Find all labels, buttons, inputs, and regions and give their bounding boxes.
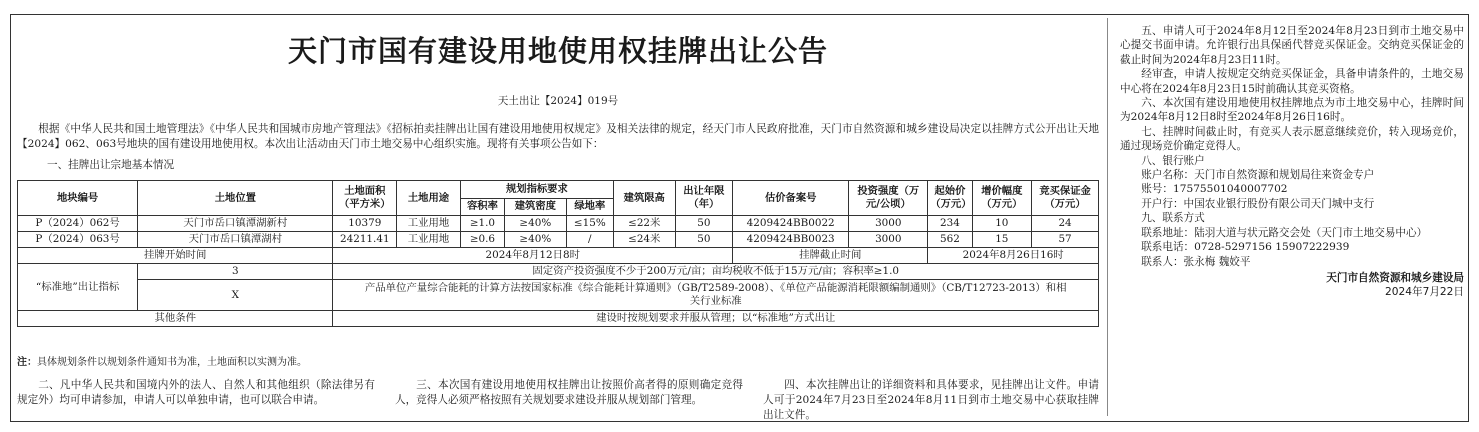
account-name: 账户名称：天门市自然资源和规划局往来资金专户 <box>1141 169 1375 182</box>
end-time-label: 挂牌截止时间 <box>733 248 928 264</box>
cell-increment: 15 <box>972 232 1032 248</box>
cell-use: 工业用地 <box>397 216 461 232</box>
section-5-paragraph: 五、申请人可于2024年8月12日至2024年8月23日到市土地交易中心提交书面申请。允许银行出具保函代替竞买保证金。交纳竞买保证金的截止时间为2024年8月23日11时。 <box>1120 25 1464 66</box>
header-area: 土地面积（平方米） <box>333 181 397 216</box>
account-number: 账号：17575501040007702 <box>1141 183 1288 196</box>
column-divider <box>1107 18 1108 416</box>
bank-name: 开户行：中国农业银行股份有限公司天门城中支行 <box>1141 197 1375 210</box>
cell-location: 天门市岳口镇潭湖新村 <box>138 216 333 232</box>
standard-land-label: “标准地”出让指标 <box>18 264 138 311</box>
issuer-name: 天门市自然资源和城乡建设局 <box>1326 271 1464 284</box>
contact-person: 联系人：张永梅 魏姣平 <box>1141 255 1251 268</box>
cell-green: / <box>566 232 613 248</box>
section-7-paragraph: 七、挂牌时间截止时，有竞买人表示愿意继续竞价，转入现场竞价，通过现场竞价确定竞得人。 <box>1120 125 1464 153</box>
header-deposit: 竞买保证金（万元） <box>1032 181 1099 216</box>
left-column <box>17 18 1099 421</box>
end-time-value: 2024年8月26日16时 <box>928 248 1099 264</box>
standard-land-text-1: 固定资产投资强度不少于200万元/亩；亩均税收不低于15万元/亩；容积率≥1.0 <box>333 264 1099 280</box>
start-time-label: 挂牌开始时间 <box>18 248 333 264</box>
header-parcel-no: 地块编号 <box>18 181 138 216</box>
standard-land-text-2: 产品单位产量综合能耗的计算方法按国家标准《综合能耗计算通则》（GB/T2589-2008）、《单位产品能源消耗限额编制通则》（CB/T12723-2013）和相关行业标准 <box>333 280 1099 311</box>
cell-location: 天门市岳口镇潭湖村 <box>138 232 333 248</box>
standard-land-row <box>18 280 1099 311</box>
header-density: 建筑密度 <box>505 198 567 216</box>
cell-use: 工业用地 <box>397 232 461 248</box>
standard-land-index-2: X <box>138 280 333 311</box>
preamble-paragraph: 根据《中华人民共和国土地管理法》《中华人民共和国城市房地产管理法》《招标拍卖挂牌出让国有建设用地使用权规定》及相关法律的规定，经天门市人民政府批准，天门市自然资源和城乡建设局决定以挂牌方式公开出让天地【2024】062、063号地块的国有建设用地使用权。本次出让活动由天门市土地交易中心组织实施。现将有关事项公告如下： <box>17 123 1099 150</box>
right-column <box>1120 24 1464 300</box>
announcement-title: 天门市国有建设用地使用权挂牌出让公告 <box>287 34 828 68</box>
section-9-heading: 九、联系方式 <box>1141 212 1205 225</box>
cell-density: ≥40% <box>505 216 567 232</box>
section-4-paragraph: 四、本次挂牌出让的详细资料和具体要求，见挂牌出让文件。申请人可于2024年7月23日至2024年8月11日到市土地交易中心获取挂牌出让文件。 <box>763 379 1099 421</box>
cell-deposit: 57 <box>1032 232 1099 248</box>
section-1-heading: 一、挂牌出让宗地基本情况 <box>47 159 175 171</box>
header-appraisal: 估价备案号 <box>733 181 849 216</box>
cell-investment: 3000 <box>849 216 928 232</box>
cell-deposit: 24 <box>1032 216 1099 232</box>
section-2-paragraph: 二、凡中华人民共和国境内外的法人、自然人和其他组织（除法律另有规定外）均可申请参加，申请人可以单独申请，也可以联合申请。 <box>17 379 375 406</box>
contact-address: 联系地址：陆羽大道与状元路交会处（天门市土地交易中心） <box>1141 226 1428 239</box>
cell-far: ≥1.0 <box>460 216 504 232</box>
other-conditions-row <box>18 311 1099 327</box>
cell-term: 50 <box>675 216 733 232</box>
cell-term: 50 <box>675 232 733 248</box>
table-header-row <box>18 181 1099 199</box>
section-8-heading: 八、银行账户 <box>1141 154 1205 167</box>
header-planning: 规划指标要求 <box>460 181 613 199</box>
cell-density: ≥40% <box>505 232 567 248</box>
cell-area: 10379 <box>333 216 397 232</box>
other-conditions-text: 建设时按规划要求并服从管理；以“标准地”方式出让 <box>333 311 1099 327</box>
contact-phone: 联系电话：0728-5297156 15907222939 <box>1141 241 1350 254</box>
document-number: 天土出让【2024】019号 <box>497 95 619 107</box>
listing-time-row <box>18 248 1099 264</box>
review-paragraph: 经审查，申请人按规定交纳竞买保证金，具备申请条件的，土地交易中心将在2024年8月23日15时前确认其竞买资格。 <box>1120 68 1464 95</box>
header-far: 容积率 <box>460 198 504 216</box>
cell-parcel-no: P（2024）062号 <box>18 216 138 232</box>
cell-investment: 3000 <box>849 232 928 248</box>
header-green: 绿地率 <box>566 198 613 216</box>
section-3-paragraph: 三、本次国有建设用地使用权挂牌出让按照价高者得的原则确定竞得人，竞得人必须严格按照有关规划要求建设并服从规划部门管理。 <box>395 379 743 406</box>
table-row <box>18 216 1099 232</box>
section-6-paragraph: 六、本次国有建设用地使用权挂牌地点为市土地交易中心，挂牌时间为2024年8月12日8时至2024年8月26日16时。 <box>1120 97 1464 124</box>
note-text: 具体规划条件以规划条件通知书为准，土地面积以实测为准。 <box>37 357 307 368</box>
standard-land-row <box>18 264 1099 280</box>
header-investment: 投资强度（万元/公顷） <box>849 181 928 216</box>
cell-appraisal: 4209424BB0022 <box>733 216 849 232</box>
cell-area: 24211.41 <box>333 232 397 248</box>
cell-appraisal: 4209424BB0023 <box>733 232 849 248</box>
table-note <box>17 353 307 368</box>
cell-green: ≤15% <box>566 216 613 232</box>
header-start-price: 起始价（万元） <box>928 181 972 216</box>
cell-increment: 10 <box>972 216 1032 232</box>
header-height: 建筑限高 <box>613 181 675 216</box>
other-conditions-label: 其他条件 <box>18 311 333 327</box>
parcel-table <box>17 180 1099 327</box>
cell-far: ≥0.6 <box>460 232 504 248</box>
header-location: 土地位置 <box>138 181 333 216</box>
cell-parcel-no: P（2024）063号 <box>18 232 138 248</box>
header-term: 出让年限（年） <box>675 181 733 216</box>
cell-height: ≤22米 <box>613 216 675 232</box>
cell-height: ≤24米 <box>613 232 675 248</box>
header-use: 土地用途 <box>397 181 461 216</box>
table-row <box>18 232 1099 248</box>
note-label: 注： <box>17 357 37 368</box>
start-time-value: 2024年8月12日8时 <box>333 248 733 264</box>
cell-start-price: 234 <box>928 216 972 232</box>
cell-start-price: 562 <box>928 232 972 248</box>
standard-land-index-1: 3 <box>138 264 333 280</box>
issue-date: 2024年7月22日 <box>1385 286 1464 299</box>
header-increment: 增价幅度（万元） <box>972 181 1032 216</box>
